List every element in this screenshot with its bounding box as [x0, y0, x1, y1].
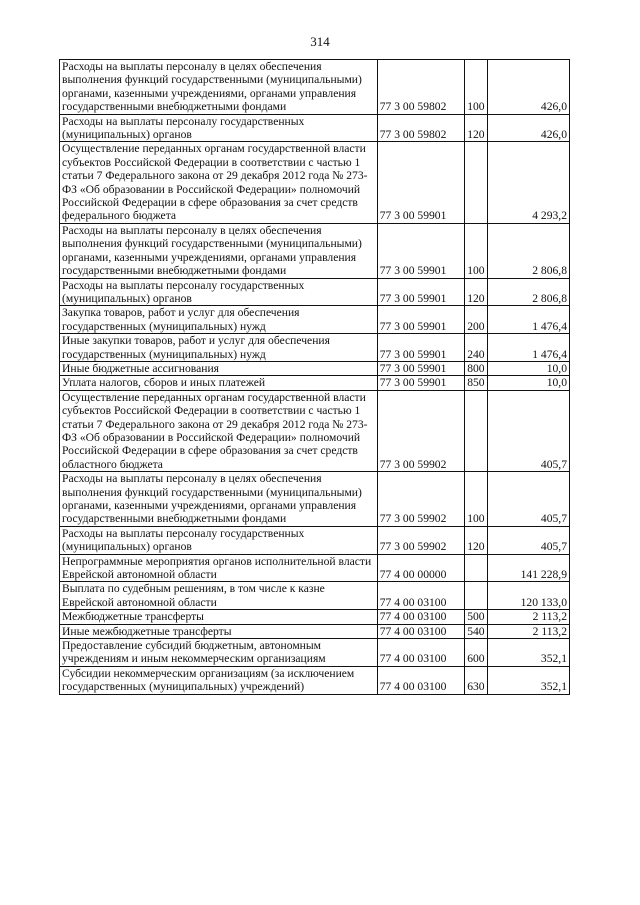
target-article-code-cell: 77 3 00 59901	[377, 306, 464, 334]
expense-type-code-cell: 240	[464, 334, 487, 362]
table-row	[60, 666, 570, 694]
table-row	[60, 278, 570, 306]
target-article-code-cell: 77 3 00 59902	[377, 472, 464, 527]
expense-type-code-cell: 500	[464, 610, 487, 624]
table-row	[60, 334, 570, 362]
target-article-code-cell: 77 3 00 59901	[377, 223, 464, 278]
expense-name-cell: Предоставление субсидий бюджетным, автономным учреждениям и иным некоммерческим организациям	[60, 639, 378, 667]
expense-type-code-cell: 630	[464, 666, 487, 694]
expense-name-cell: Расходы на выплаты персоналу в целях обеспечения выполнения функций государственными (муниципальными) органами, казенными учреждениями, органами управления государственными внебюджетными фондами	[60, 60, 378, 115]
expense-type-code-cell: 120	[464, 526, 487, 554]
target-article-code-cell: 77 3 00 59802	[377, 114, 464, 142]
expense-type-code-cell: 800	[464, 361, 487, 375]
target-article-code-cell: 77 3 00 59901	[377, 278, 464, 306]
expense-type-code-cell: 100	[464, 223, 487, 278]
target-article-code-cell: 77 3 00 59901	[377, 334, 464, 362]
expense-name-cell: Расходы на выплаты персоналу в целях обеспечения выполнения функций государственными (муниципальными) органами, казенными учреждениями, органами управления государственными внебюджетными фондами	[60, 223, 378, 278]
amount-cell: 2 113,2	[488, 624, 570, 638]
table-row	[60, 306, 570, 334]
table-row	[60, 376, 570, 390]
amount-cell: 352,1	[488, 666, 570, 694]
target-article-code-cell: 77 4 00 03100	[377, 666, 464, 694]
amount-cell: 1 476,4	[488, 334, 570, 362]
expense-name-cell: Осуществление переданных органам государственной власти субъектов Российской Федерации в соответствии с частью 1 статьи 7 Федерального закона от 29 декабря 2012 года № 273-ФЗ «Об образовании в Российской Федерации» полномочий Российской Федерации в сфере образования за счет средств федерального бюджета	[60, 142, 378, 223]
expense-name-cell: Расходы на выплаты персоналу государственных (муниципальных) органов	[60, 114, 378, 142]
amount-cell: 405,7	[488, 390, 570, 471]
target-article-code-cell: 77 4 00 00000	[377, 554, 464, 582]
target-article-code-cell: 77 3 00 59901	[377, 361, 464, 375]
amount-cell: 405,7	[488, 526, 570, 554]
expense-name-cell: Непрограммные мероприятия органов исполнительной власти Еврейской автономной области	[60, 554, 378, 582]
expense-name-cell: Осуществление переданных органам государственной власти субъектов Российской Федерации в соответствии с частью 1 статьи 7 Федерального закона от 29 декабря 2012 года № 273-ФЗ «Об образовании в Российской Федерации» полномочий Российской Федерации в сфере образования за счет средств областного бюджета	[60, 390, 378, 471]
expense-type-code-cell	[464, 554, 487, 582]
target-article-code-cell: 77 3 00 59901	[377, 142, 464, 223]
table-row	[60, 610, 570, 624]
target-article-code-cell: 77 3 00 59901	[377, 376, 464, 390]
amount-cell: 4 293,2	[488, 142, 570, 223]
amount-cell: 426,0	[488, 114, 570, 142]
target-article-code-cell: 77 4 00 03100	[377, 639, 464, 667]
table-row	[60, 624, 570, 638]
table-row	[60, 223, 570, 278]
target-article-code-cell: 77 4 00 03100	[377, 624, 464, 638]
expense-name-cell: Расходы на выплаты персоналу государственных (муниципальных) органов	[60, 526, 378, 554]
amount-cell: 2 806,8	[488, 223, 570, 278]
target-article-code-cell: 77 4 00 03100	[377, 582, 464, 610]
expense-name-cell: Межбюджетные трансферты	[60, 610, 378, 624]
table-row	[60, 114, 570, 142]
table-row	[60, 554, 570, 582]
table-row	[60, 361, 570, 375]
table-row	[60, 142, 570, 223]
amount-cell: 120 133,0	[488, 582, 570, 610]
expense-name-cell: Расходы на выплаты персоналу в целях обеспечения выполнения функций государственными (муниципальными) органами, казенными учреждениями, органами управления государственными внебюджетными фондами	[60, 472, 378, 527]
expense-type-code-cell: 600	[464, 639, 487, 667]
amount-cell: 426,0	[488, 60, 570, 115]
expense-name-cell: Уплата налогов, сборов и иных платежей	[60, 376, 378, 390]
expense-type-code-cell: 850	[464, 376, 487, 390]
expense-name-cell: Иные закупки товаров, работ и услуг для обеспечения государственных (муниципальных) нужд	[60, 334, 378, 362]
amount-cell: 10,0	[488, 376, 570, 390]
target-article-code-cell: 77 3 00 59802	[377, 60, 464, 115]
expense-type-code-cell	[464, 582, 487, 610]
target-article-code-cell: 77 3 00 59902	[377, 526, 464, 554]
expense-name-cell: Выплата по судебным решениям, в том числе к казне Еврейской автономной области	[60, 582, 378, 610]
expense-type-code-cell: 200	[464, 306, 487, 334]
expense-type-code-cell: 100	[464, 472, 487, 527]
expense-name-cell: Расходы на выплаты персоналу государственных (муниципальных) органов	[60, 278, 378, 306]
target-article-code-cell: 77 3 00 59902	[377, 390, 464, 471]
table-row	[60, 526, 570, 554]
amount-cell: 10,0	[488, 361, 570, 375]
expense-type-code-cell	[464, 142, 487, 223]
expense-type-code-cell: 120	[464, 278, 487, 306]
table-row	[60, 472, 570, 527]
target-article-code-cell: 77 4 00 03100	[377, 610, 464, 624]
table-row	[60, 639, 570, 667]
page-number: 314	[310, 34, 330, 49]
amount-cell: 141 228,9	[488, 554, 570, 582]
amount-cell: 2 113,2	[488, 610, 570, 624]
table-row	[60, 582, 570, 610]
amount-cell: 1 476,4	[488, 306, 570, 334]
expense-name-cell: Закупка товаров, работ и услуг для обеспечения государственных (муниципальных) нужд	[60, 306, 378, 334]
expense-name-cell: Субсидии некоммерческим организациям (за исключением государственных (муниципальных) учреждений)	[60, 666, 378, 694]
expense-type-code-cell: 100	[464, 60, 487, 115]
expense-type-code-cell: 120	[464, 114, 487, 142]
expense-type-code-cell	[464, 390, 487, 471]
budget-table	[59, 59, 570, 695]
amount-cell: 352,1	[488, 639, 570, 667]
expense-name-cell: Иные межбюджетные трансферты	[60, 624, 378, 638]
expense-type-code-cell: 540	[464, 624, 487, 638]
amount-cell: 2 806,8	[488, 278, 570, 306]
amount-cell: 405,7	[488, 472, 570, 527]
table-row	[60, 60, 570, 115]
table-row	[60, 390, 570, 471]
expense-name-cell: Иные бюджетные ассигнования	[60, 361, 378, 375]
